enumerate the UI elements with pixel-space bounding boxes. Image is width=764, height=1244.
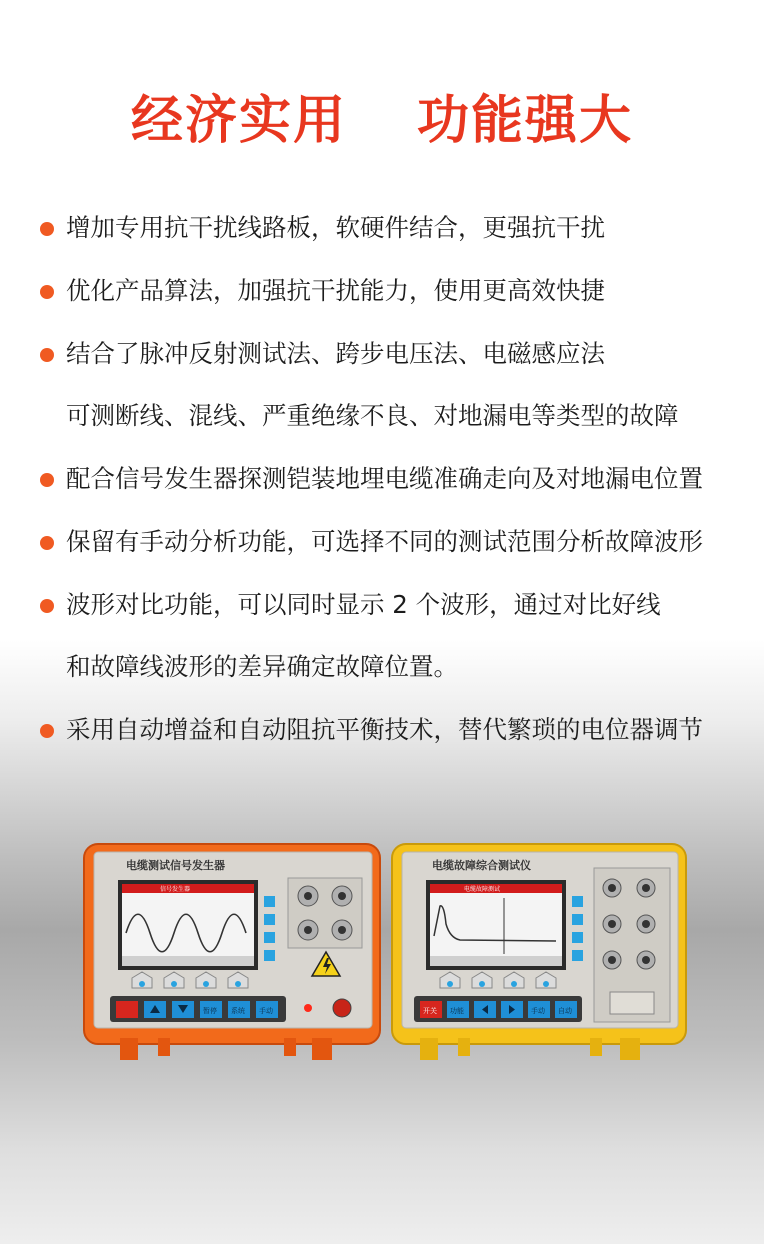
headline-left: 经济实用 [130,91,347,151]
device-left-title: 电缆测试信号发生器 [126,859,225,872]
feature-item [38,334,738,436]
feature-text: 配合信号发生器探测铠装地埋电缆准确走向及对地漏电位置 [66,464,703,493]
bullet-dot-icon [40,285,54,299]
feature-text: 采用自动增益和自动阻抗平衡技术，替代繁琐的电位器调节 [66,715,703,744]
device-left-button-label: 暂停 [203,1007,217,1015]
bullet-dot-icon [40,599,54,613]
feature-text: 优化产品算法，加强抗干扰能力，使用更高效快捷 [66,276,605,305]
bullet-dot-icon [40,473,54,487]
feature-text-continued: 可测断线、混线、严重绝缘不良、对地漏电等类型的故障 [66,401,679,430]
feature-text: 波形对比功能，可以同时显示 2 个波形，通过对比好线 [66,590,661,619]
device-right-button-label: 手动 [531,1007,545,1015]
feature-text: 结合了脉冲反射测试法、跨步电压法、电磁感应法 [66,339,605,368]
headline-right: 功能强大 [417,91,634,151]
device-right-button-label: 自动 [558,1007,572,1015]
product-photo [80,838,690,1078]
fault-tester-device [392,844,686,1060]
device-left-button-label: 手动 [259,1007,273,1015]
feature-item [38,585,738,687]
feature-item [38,459,738,499]
signal-generator-device [84,844,380,1060]
bullet-dot-icon [40,724,54,738]
feature-item [38,271,738,311]
device-left-button-label: 系统 [231,1007,245,1015]
feature-item [38,710,738,750]
headline [0,78,764,153]
feature-list [38,208,738,773]
device-right-button-label: 开关 [423,1007,437,1015]
feature-text-continued: 和故障线波形的差异确定故障位置。 [66,652,458,681]
feature-item [38,522,738,562]
bullet-dot-icon [40,536,54,550]
feature-item [38,208,738,248]
feature-text: 保留有手动分析功能，可选择不同的测试范围分析故障波形 [66,527,703,556]
bullet-dot-icon [40,348,54,362]
device-right-button-label: 功能 [450,1007,464,1015]
device-right-screen-header: 电缆故障测试 [464,886,501,893]
bullet-dot-icon [40,222,54,236]
device-left-screen-header: 信号发生器 [160,886,191,893]
feature-text: 增加专用抗干扰线路板，软硬件结合，更强抗干扰 [66,213,605,242]
device-right-title: 电缆故障综合测试仪 [432,859,531,872]
